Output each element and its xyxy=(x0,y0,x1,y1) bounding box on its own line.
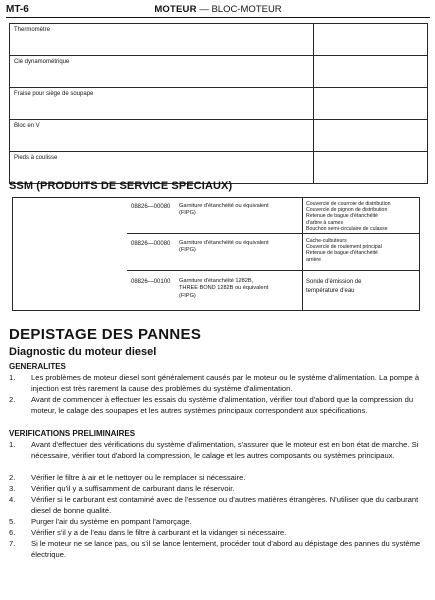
item-number: 5. xyxy=(9,517,16,526)
section-name: MOTEUR xyxy=(154,4,197,15)
empty-cell xyxy=(314,88,428,120)
usage-line: Retenue de bague d'étanchéité xyxy=(306,213,378,220)
header-title xyxy=(6,4,430,15)
usage-list xyxy=(306,278,418,296)
ssm-table xyxy=(12,197,420,311)
usage-line: Cache-culbuteurs xyxy=(306,238,347,244)
list-item xyxy=(9,517,427,528)
product-name xyxy=(179,203,299,218)
tool-cell: Fraise pour siège de soupape xyxy=(10,88,314,120)
list-item xyxy=(9,528,427,539)
usage-line: arrière xyxy=(306,256,321,263)
list-item xyxy=(9,484,427,495)
product-name-line: Garniture d'étanchéité ou équivalent xyxy=(179,203,269,209)
table-row xyxy=(10,152,428,184)
table-row xyxy=(10,24,428,56)
usage-line: Retenue de bague d'étanchéité xyxy=(306,250,378,257)
tool-cell: Thermomètre xyxy=(10,24,314,56)
product-name-line: (FIPG) xyxy=(179,247,196,254)
item-text: Vérifier le filtre à air et le nettoyer ou le remplacer si nécessaire. xyxy=(31,473,246,482)
usage-line: Sonde d'émission de xyxy=(306,279,362,285)
list-item xyxy=(9,395,427,417)
item-number: 1. xyxy=(9,373,16,382)
product-name xyxy=(179,278,299,300)
tool-cell: Clé dynamométrique xyxy=(10,56,314,88)
row-divider xyxy=(127,233,419,234)
header-rule xyxy=(6,17,430,18)
table-row xyxy=(10,56,428,88)
usage-line: Couvercle de roulement principal xyxy=(306,244,382,251)
empty-cell xyxy=(314,120,428,152)
usage-line: Couvercle de courroie de distribution xyxy=(306,201,391,207)
list-item xyxy=(9,495,427,517)
section-title: DEPISTAGE DES PANNES xyxy=(9,326,202,343)
usage-list xyxy=(306,201,418,232)
usage-line: température d'eau xyxy=(306,288,355,294)
item-number: 2. xyxy=(9,473,16,482)
part-number: 08826—00080 xyxy=(131,204,171,210)
table-row xyxy=(10,120,428,152)
generalites-heading: GENERALITES xyxy=(9,362,66,371)
tool-cell: Pieds à coulisse xyxy=(10,152,314,184)
item-number: 2. xyxy=(9,395,16,404)
column-divider xyxy=(302,198,303,310)
product-name xyxy=(179,240,299,255)
item-number: 3. xyxy=(9,484,16,493)
row-divider xyxy=(127,270,419,271)
item-text: Vérifier s'il y a de l'eau dans le filtre à carburant et la vidanger si nécessaire. xyxy=(31,528,287,537)
item-text: Purger l'air du système en pompant l'amorçage. xyxy=(31,517,192,526)
verifications-heading: VERIFICATIONS PRELIMINAIRES xyxy=(9,429,136,438)
tool-cell: Bloc en V xyxy=(10,120,314,152)
empty-cell xyxy=(314,152,428,184)
product-name-line: Garniture d'étanchéité ou équivalent xyxy=(179,240,269,246)
item-text: Avant de commencer à effectuer les essais du système d'alimentation, vérifier tout d'abord que la compression du moteur, le calage des soupapes et les autres systèmes principaux correspondent aux spécifications. xyxy=(31,395,414,415)
item-text: Les problèmes de moteur diesel sont généralement causés par le moteur ou le système d'alimentation. La pompe à injection est très rarement la cause des problèmes du système d'alimentation. xyxy=(31,373,420,393)
subsection-title: Diagnostic du moteur diesel xyxy=(9,346,157,358)
product-name-line: THREE BOND 1282B ou équivalent xyxy=(179,285,269,292)
list-item xyxy=(9,440,427,462)
list-item xyxy=(9,373,427,395)
table-row xyxy=(10,88,428,120)
product-name-line: Garniture d'étanchéité 1282B, xyxy=(179,278,254,284)
usage-line: Couvercle de pignon de distribution xyxy=(306,207,388,214)
item-number: 7. xyxy=(9,539,16,548)
page-number: MT-6 xyxy=(6,4,29,15)
item-number: 1. xyxy=(9,440,16,449)
usage-line: d'arbre à cames xyxy=(306,219,344,226)
usage-line: Bouchon semi-circulaire de culasse xyxy=(306,225,388,232)
usage-list xyxy=(306,238,418,263)
item-number: 4. xyxy=(9,495,16,504)
part-number: 08826—00080 xyxy=(131,241,171,247)
product-name-line: (FIPG) xyxy=(179,210,196,217)
list-item xyxy=(9,539,427,561)
item-number: 6. xyxy=(9,528,16,537)
list-item xyxy=(9,473,427,484)
ssm-title: SSM (PRODUITS DE SERVICE SPECIAUX) xyxy=(9,180,233,192)
empty-cell xyxy=(314,56,428,88)
subsection-name: BLOC-MOTEUR xyxy=(211,4,282,15)
header-separator: — xyxy=(199,4,209,15)
item-text: Vérifier qu'il y a suffisamment de carburant dans le réservoir. xyxy=(31,484,235,493)
empty-cell xyxy=(314,24,428,56)
item-text: Si le moteur ne se lance pas, ou s'il se lance lentement, procéder tout d'abord au dépistage des pannes du système électrique. xyxy=(31,539,421,559)
tools-table xyxy=(9,23,428,184)
item-text: Vérifier si le carburant est contaminé avec de l'essence ou d'autres matières étrangères. N'utiliser que du carburant diesel de bonne qualité. xyxy=(31,495,419,515)
product-name-line: (FIPG) xyxy=(179,292,196,299)
page-header xyxy=(6,3,430,19)
item-text: Avant d'effectuer des vérifications du système d'alimentation, s'assurer que le moteur est en bon état de marche. Si nécessaire, vérifier tout d'abord la compression, le calage et les autres composants ou systèmes principaux. xyxy=(31,440,419,460)
part-number: 08826—00100 xyxy=(131,279,171,285)
